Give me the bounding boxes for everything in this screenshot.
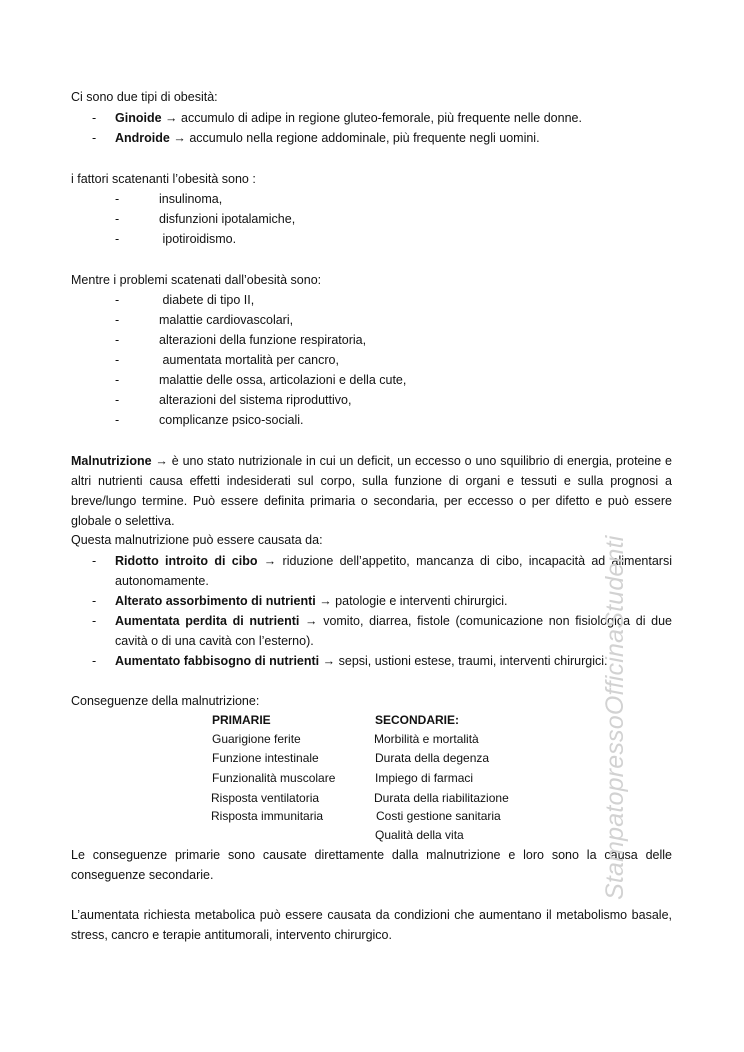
list-item-ginoide	[115, 109, 582, 127]
list-item: ipotiroidismo.	[159, 232, 237, 246]
list-item: alterazioni del sistema riproduttivo,	[159, 393, 352, 407]
item-text: accumulo di adipe in regione gluteo-femorale, più frequente nelle donne.	[177, 111, 582, 125]
obesity-types-intro: Ci sono due tipi di obesità:	[71, 90, 218, 104]
cause-term: Alterato assorbimento di nutrienti	[115, 594, 316, 608]
cause-term: Aumentato fabbisogno di nutrienti	[115, 654, 320, 668]
consequences-note: Le conseguenze primarie sono causate direttamente dalla malnutrizione e loro sono la causa delle conseguenze secondarie.	[71, 848, 672, 882]
list-dash: -	[115, 413, 120, 427]
list-dash: -	[92, 554, 97, 568]
cause-item	[115, 591, 672, 611]
list-dash: -	[115, 313, 120, 327]
list-item: malattie cardiovascolari,	[159, 313, 294, 327]
list-dash: -	[92, 614, 97, 628]
cause-term: Ridotto introito di cibo	[115, 554, 258, 568]
list-item: diabete di tipo II,	[159, 293, 255, 307]
primary-item: Funzione intestinale	[212, 751, 319, 765]
list-item: aumentata mortalità per cancro,	[159, 353, 339, 367]
list-item: disfunzioni ipotalamiche,	[159, 212, 296, 226]
secondary-item: Qualità della vita	[375, 828, 464, 842]
cause-text: riduzione dell’appetito, mancanza di cibo, incapacità ad alimentarsi autonomamente.	[115, 554, 672, 588]
cause-text: patologie e interventi chirurgici.	[331, 594, 508, 608]
term-ginoide: Ginoide	[115, 111, 162, 125]
arrow-icon: →	[155, 454, 168, 468]
list-dash: -	[115, 293, 120, 307]
secondary-item: Costi gestione sanitaria	[376, 809, 501, 823]
list-dash: -	[115, 333, 120, 347]
cause-item	[115, 611, 672, 651]
metabolic-paragraph: L’aumentata richiesta metabolica può essere causata da condizioni che aumentano il metabolismo basale, stress, cancro e terapie antitumorali, intervento chirurgico.	[71, 908, 672, 942]
primary-item: Guarigione ferite	[212, 732, 301, 746]
cause-item	[115, 551, 672, 591]
secondary-item: Morbilità e mortalità	[374, 732, 479, 746]
term-malnutrizione: Malnutrizione	[71, 454, 152, 468]
arrow-icon: →	[263, 554, 277, 568]
arrow-icon: →	[165, 111, 178, 125]
list-dash: -	[115, 212, 120, 226]
arrow-icon: →	[173, 131, 186, 145]
primary-header: PRIMARIE	[212, 713, 271, 727]
malnutrition-definition	[71, 451, 672, 531]
list-item: alterazioni della funzione respiratoria,	[159, 333, 367, 347]
secondary-header: SECONDARIE:	[375, 713, 460, 727]
arrow-icon: →	[322, 654, 336, 668]
list-dash: -	[115, 393, 120, 407]
item-text: accumulo nella regione addominale, più frequente negli uomini.	[185, 131, 540, 145]
list-item-androide	[115, 129, 540, 147]
arrow-icon: →	[319, 594, 332, 608]
list-item: insulinoma,	[159, 192, 223, 206]
term-androide: Androide	[115, 131, 170, 145]
causes-intro: Questa malnutrizione può essere causata da:	[71, 533, 323, 547]
secondary-item: Durata della riabilitazione	[374, 791, 509, 805]
list-dash: -	[115, 373, 120, 387]
primary-item: Funzionalità muscolare	[212, 771, 336, 785]
consequences-intro: Conseguenze della malnutrizione:	[71, 694, 260, 708]
problems-intro: Mentre i problemi scatenati dall’obesità sono:	[71, 273, 322, 287]
cause-text: vomito, diarrea, fistole (comunicazione non fisiologica di due cavità o di una cavità con l’esterno).	[115, 614, 673, 648]
list-dash: -	[115, 353, 120, 367]
primary-item: Risposta ventilatoria	[211, 791, 320, 805]
secondary-item: Impiego di farmaci	[375, 771, 474, 785]
triggers-intro: i fattori scatenanti l’obesità sono :	[71, 172, 256, 186]
cause-item	[115, 651, 672, 671]
cause-text: sepsi, ustioni estese, traumi, interventi chirurgici.	[335, 654, 608, 668]
list-dash: -	[92, 111, 97, 125]
cause-term: Aumentata perdita di nutrienti	[115, 614, 300, 628]
list-item: malattie delle ossa, articolazioni e della cute,	[159, 373, 407, 387]
secondary-item: Durata della degenza	[375, 751, 490, 765]
list-dash: -	[92, 131, 97, 145]
definition-text: è uno stato nutrizionale in cui un deficit, un eccesso o uno squilibrio di energia, proteine e altri nutrienti causa effetti indesiderati sul corpo, sulla funzione di organi e tessuti e sulla prognosi a breve/lungo termine. Può essere definita primaria o secondaria, per eccesso o per difetto e può essere globale o selettiva.	[71, 454, 672, 528]
list-dash: -	[115, 192, 120, 206]
list-dash: -	[115, 232, 120, 246]
watermark: StampatopressoOfficinaStudenti	[601, 535, 629, 900]
arrow-icon: →	[305, 614, 318, 628]
list-dash: -	[92, 594, 97, 608]
list-dash: -	[92, 654, 97, 668]
list-item: complicanze psico-sociali.	[159, 413, 304, 427]
primary-item: Risposta immunitaria	[211, 809, 324, 823]
